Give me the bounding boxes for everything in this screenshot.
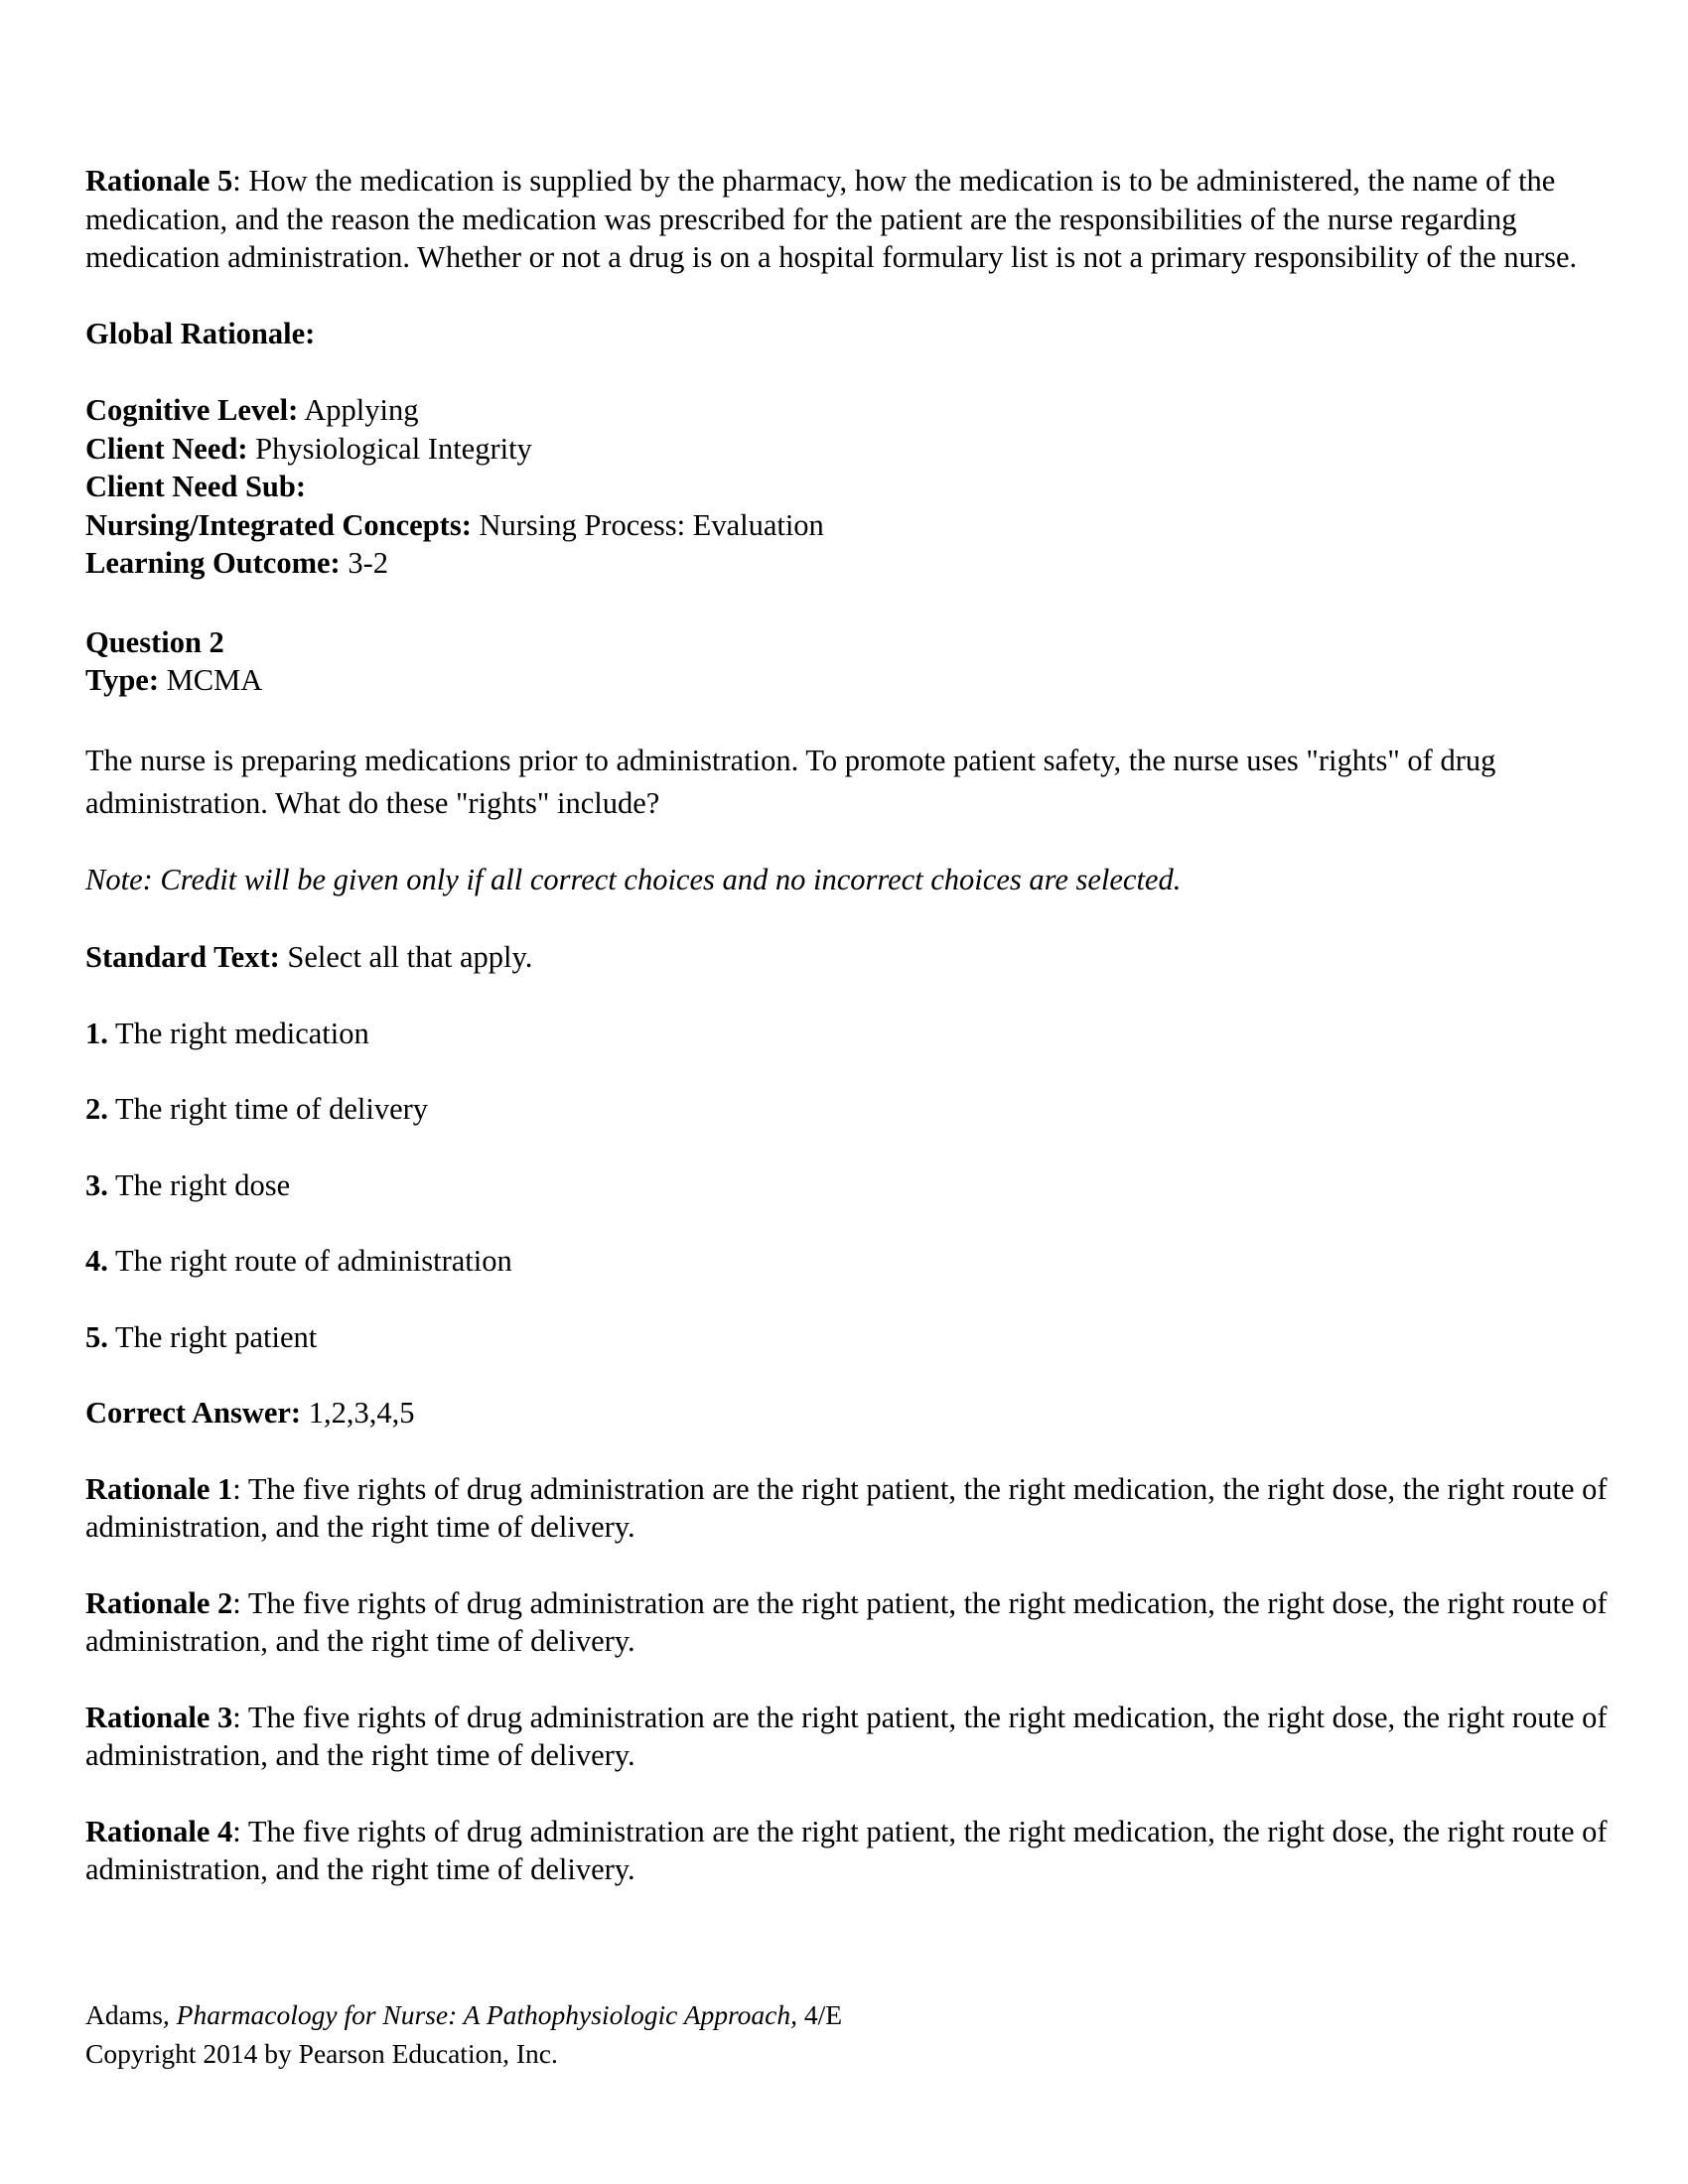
answer-options	[85, 1015, 1615, 1357]
rationale-4: Rationale 4: The five rights of drug administration are the right patient, the right medication, the right dose, the right route of administration, and the right time of delivery.	[85, 1814, 1608, 1886]
global-rationale: Global Rationale:	[85, 317, 316, 350]
integrated-concepts: Nursing/Integrated Concepts: Nursing Process: Evaluation	[85, 507, 824, 542]
option-1: 1. The right medication	[85, 1016, 369, 1050]
option-3: 3. The right dose	[85, 1167, 291, 1202]
client-need: Client Need: Physiological Integrity	[85, 431, 532, 466]
question-title: Question 2	[85, 624, 224, 659]
copyright: Copyright 2014 by Pearson Education, Inc.	[85, 2038, 558, 2069]
option-5: 5. The right patient	[85, 1319, 318, 1354]
page-footer	[85, 1995, 1615, 2073]
rationale-2: Rationale 2: The five rights of drug administration are the right patient, the right medication, the right dose, the right route of administration, and the right time of delivery.	[85, 1585, 1608, 1658]
document-body	[85, 162, 1615, 1889]
rationale-5-label: Rationale 5	[85, 164, 233, 198]
cognitive-level: Cognitive Level: Applying	[85, 393, 419, 427]
rationale-3: Rationale 3: The five rights of drug administration are the right patient, the right medication, the right dose, the right route of administration, and the right time of delivery.	[85, 1700, 1608, 1772]
question-type: Type: MCMA	[85, 663, 263, 697]
standard-text: Standard Text: Select all that apply.	[85, 940, 533, 974]
correct-answer: Correct Answer: 1,2,3,4,5	[85, 1396, 415, 1430]
rationale-1: Rationale 1: The five rights of drug administration are the right patient, the right medication, the right dose, the right route of administration, and the right time of delivery.	[85, 1471, 1608, 1544]
learning-outcome: Learning Outcome: 3-2	[85, 546, 388, 580]
book-title: Pharmacology for Nurse: A Pathophysiologic Approach,	[176, 1999, 798, 2030]
option-2: 2. The right time of delivery	[85, 1092, 429, 1126]
book-citation: Adams, Pharmacology for Nurse: A Pathophysiologic Approach, 4/E	[85, 1999, 843, 2030]
rationale-5-text: How the medication is supplied by the pharmacy, how the medication is to be administered, the name of the medication, and the reason the medication was prescribed for the patient are the responsibilities of the nurse regarding medication administration. Whether or not a drug is on a hospital formulary list is not a primary responsibility of the nurse.	[85, 164, 1578, 274]
question-stem: The nurse is preparing medications prior to administration. To promote patient safety, the nurse uses "rights" of drug administration. What do these "rights" include?	[85, 743, 1496, 820]
rationale-5: Rationale 5: How the medication is supplied by the pharmacy, how the medication is to be administered, the name of the medication, and the reason the medication was prescribed for the patient are the responsibilities of the nurse regarding medication administration. Whether or not a drug is on a hospital formulary list is not a primary responsibility of the nurse.	[85, 164, 1578, 274]
option-4: 4. The right route of administration	[85, 1244, 512, 1278]
metadata-block	[85, 391, 1615, 583]
client-need-sub: Client Need Sub:	[85, 470, 306, 503]
credit-note: Note: Credit will be given only if all correct choices and no incorrect choices are selected.	[85, 862, 1182, 896]
